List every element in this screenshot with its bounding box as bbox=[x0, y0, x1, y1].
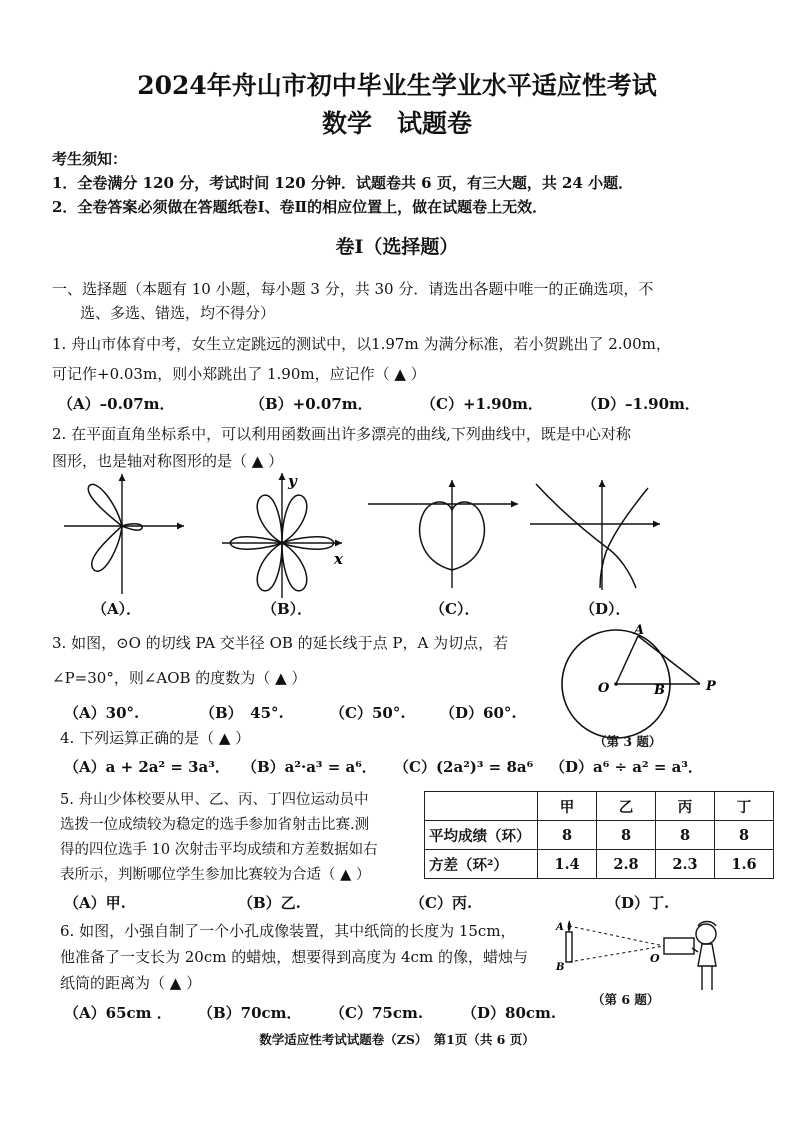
q3-line1: 3. 如图，⊙O 的切线 PA 交半径 OB 的延长线于点 P，A 为切点，若 bbox=[52, 634, 509, 652]
q6-line2: 他准备了一支长为 20cm 的蜡烛，想要得到高度为 4cm 的像，蜡烛与 bbox=[60, 948, 528, 966]
exam-title: 2024年舟山市初中毕业生学业水平适应性考试 bbox=[137, 71, 657, 100]
table-header-cell: 丙 bbox=[656, 792, 715, 821]
q2-option-a[interactable]: （A）． bbox=[92, 600, 142, 618]
q2-figure-c bbox=[368, 476, 518, 596]
q6-option-a[interactable]: （A）65cm ． bbox=[64, 1004, 172, 1022]
q3-option-a[interactable]: （A）30°. bbox=[64, 704, 140, 722]
table-cell: 8 bbox=[597, 821, 656, 850]
q6-option-c[interactable]: （C）75cm. bbox=[330, 1004, 424, 1022]
q5-option-b[interactable]: （B）乙. bbox=[238, 894, 301, 912]
q6-option-d[interactable]: （D）80cm. bbox=[462, 1004, 557, 1022]
q6-label-a: A bbox=[556, 922, 564, 933]
q6-line1: 6. 如图，小强自制了一个小孔成像装置，其中纸筒的长度为 15cm， bbox=[60, 922, 516, 940]
q5-option-a[interactable]: （A）甲. bbox=[64, 894, 126, 912]
q2-option-b[interactable]: （B）． bbox=[262, 600, 313, 618]
table-header-cell: 乙 bbox=[597, 792, 656, 821]
q5-option-d[interactable]: （D）丁. bbox=[606, 894, 670, 912]
q2-figure-d bbox=[530, 480, 660, 590]
q2-axis-x-label: x bbox=[334, 550, 343, 568]
q3-option-c[interactable]: （C）50°. bbox=[330, 704, 406, 722]
part1-instructions-line1: 一、选择题（本题有 10 小题，每小题 3 分，共 30 分．请选出各题中唯一的正确选项，不 bbox=[52, 280, 654, 298]
table-cell: 8 bbox=[656, 821, 715, 850]
table-cell: 8 bbox=[538, 821, 597, 850]
q6-label-b: B bbox=[556, 962, 565, 973]
q3-figure bbox=[556, 623, 726, 748]
q1-option-a[interactable]: （A）–0.07m． bbox=[58, 395, 175, 413]
q2-figure-a bbox=[64, 474, 184, 594]
q2-axis-y-label: y bbox=[288, 472, 297, 490]
table-cell: 2.3 bbox=[656, 850, 715, 879]
q5-line2: 选拨一位成绩较为稳定的选手参加省射击比赛.测 bbox=[60, 817, 370, 833]
q6-figure bbox=[552, 912, 732, 992]
q5-line4: 表所示，判断哪位学生参加比赛较为合适（ ▲ ） bbox=[60, 867, 371, 883]
q6-option-b[interactable]: （B）70cm． bbox=[198, 1004, 302, 1022]
table-cell: 8 bbox=[715, 821, 774, 850]
table-cell: 平均成绩（环） bbox=[425, 821, 538, 850]
q3-fig-caption: （第 3 题） bbox=[594, 734, 662, 749]
table-cell: 1.4 bbox=[538, 850, 597, 879]
q6-fig-caption: （第 6 题） bbox=[592, 992, 660, 1007]
q3-option-d[interactable]: （D）60°. bbox=[440, 704, 517, 722]
q4-option-d[interactable]: （D）a⁶ ÷ a² = a³． bbox=[550, 758, 703, 776]
q1-option-d[interactable]: （D）–1.90m． bbox=[582, 395, 700, 413]
q6-line3: 纸筒的距离为（ ▲ ） bbox=[60, 974, 202, 992]
q5-line1: 5. 舟山少体校要从甲、乙、丙、丁四位运动员中 bbox=[60, 792, 369, 808]
q4-option-a[interactable]: （A）a + 2a² = 3a³． bbox=[64, 758, 230, 776]
q2-line2: 图形，也是轴对称图形的是（ ▲ ） bbox=[52, 452, 284, 470]
q4-option-b[interactable]: （B）a²·a³ = a⁶． bbox=[242, 758, 377, 776]
q5-option-c[interactable]: （C）丙. bbox=[410, 894, 473, 912]
q2-figure-b bbox=[222, 468, 352, 598]
q5-line3: 得的四位选手 10 次射击平均成绩和方差数据如右 bbox=[60, 842, 378, 858]
section-title: 卷Ⅰ（选择题） bbox=[335, 236, 459, 258]
q1-option-b[interactable]: （B）+0.07m． bbox=[250, 395, 373, 413]
q3-option-b[interactable]: （B） 45°. bbox=[200, 704, 284, 722]
q1-line2: 可记作+0.03m，则小郑跳出了 1.90m，应记作（ ▲ ） bbox=[52, 365, 426, 383]
notice-line-2: 2．全卷答案必须做在答题纸卷Ⅰ、卷Ⅱ的相应位置上，做在试题卷上无效． bbox=[52, 198, 548, 216]
q1-option-c[interactable]: （C）+1.90m． bbox=[421, 395, 543, 413]
q3-label-o: O bbox=[598, 681, 610, 696]
table-cell: 2.8 bbox=[597, 850, 656, 879]
q2-option-d[interactable]: （D）． bbox=[580, 600, 631, 618]
table-header-row bbox=[425, 792, 774, 821]
q2-option-c[interactable]: （C）． bbox=[430, 600, 480, 618]
person-figure bbox=[692, 922, 716, 991]
table-row bbox=[425, 821, 774, 850]
notice-heading: 考生须知： bbox=[52, 150, 128, 168]
q3-label-p: P bbox=[706, 679, 716, 694]
table-header-cell: 丁 bbox=[715, 792, 774, 821]
table-row bbox=[425, 850, 774, 879]
part1-instructions-line2: 选、多选、错选，均不得分） bbox=[80, 304, 276, 322]
q3-label-a: A bbox=[634, 623, 645, 638]
q4-line1: 4. 下列运算正确的是（ ▲ ） bbox=[60, 729, 251, 747]
exam-subtitle: 数学 试题卷 bbox=[321, 109, 472, 138]
q6-label-o: O bbox=[650, 952, 660, 965]
q3-line2: ∠P=30°，则∠AOB 的度数为（ ▲ ） bbox=[52, 669, 307, 687]
q3-label-b: B bbox=[654, 683, 665, 698]
notice-line-1: 1．全卷满分 120 分，考试时间 120 分钟．试题卷共 6 页，有三大题，共 24 小题． bbox=[52, 174, 634, 192]
q5-score-table bbox=[424, 791, 774, 879]
table-header-cell: 甲 bbox=[538, 792, 597, 821]
table-header-cell bbox=[425, 792, 538, 821]
table-cell: 方差（环²） bbox=[425, 850, 538, 879]
q2-line1: 2. 在平面直角坐标系中，可以利用函数画出许多漂亮的曲线,下列曲线中，既是中心对称 bbox=[52, 425, 631, 443]
q1-line1: 1. 舟山市体育中考，女生立定跳远的测试中，以1.97m 为满分标准，若小贺跳出了 2.00m， bbox=[52, 335, 671, 353]
table-cell: 1.6 bbox=[715, 850, 774, 879]
q4-option-c[interactable]: （C）(2a²)³ = 8a⁶ bbox=[394, 758, 534, 776]
page-footer: 数学适应性考试试题卷（ZS） 第1页（共 6 页） bbox=[259, 1032, 535, 1047]
